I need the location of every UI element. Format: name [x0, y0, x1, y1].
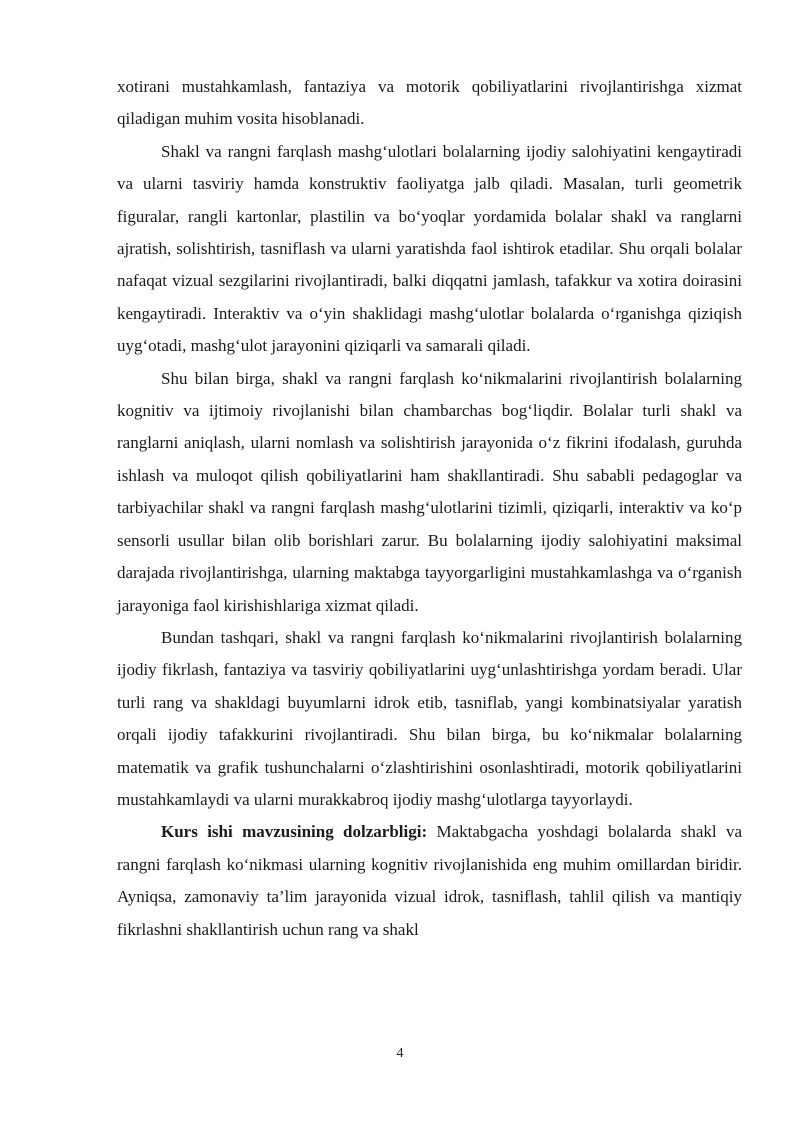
- paragraph-continuation: xotirani mustahkamlash, fantaziya va motorik qobiliyatlarini rivojlantirishga xizmat qiladigan muhim vosita hisoblanadi.: [117, 77, 742, 129]
- topic-relevance-text: Maktabgacha yoshdagi bolalarda shakl va rangni farqlash ko‘nikmasi ularning kognitiv rivojlanishida eng muhim omillardan biridir. Ayniqsa, zamonaviy ta’lim jarayonida vizual idrok, tasniflash, tahlil qilish va mantiqiy fikrlashni shakllantirish uchun rang va shakl: [117, 822, 743, 939]
- paragraph-shape-color-activities: Shakl va rangni farqlash mashg‘ulotlari bolalarning ijodiy salohiyatini kengaytiradi va ularni tasviriy hamda konstruktiv faoliyatga jalb qiladi. Masalan, turli geometrik figuralar, rangli kartonlar, plastilin va bo‘yoqlar yordamida bolalar shakl va ranglarni ajratish, solishtirish, tasniflash va ularni yaratishda faol ishtirok etadilar. Shu orqali bolalar nafaqat vizual sezgilarini rivojlantiradi, balki diqqatni jamlash, tafakkur va xotira doirasini kengaytiradi. Interaktiv va o‘yin shaklidagi mashg‘ulotlar bolalarda o‘rganishga qiziqish uyg‘otadi, mashg‘ulot jarayonini qiziqarli va samarali qiladi.: [117, 141, 742, 356]
- paragraph-topic-relevance: [117, 816, 742, 946]
- document-page: [117, 71, 742, 946]
- topic-relevance-heading: Kurs ishi mavzusining dolzarbligi:: [161, 822, 428, 842]
- paragraph-cognitive-social-development: Shu bilan birga, shakl va rangni farqlash ko‘nikmalarini rivojlantirish bolalarning kognitiv va ijtimoiy rivojlanishi bilan chambarchas bog‘liqdir. Bolalar turli shakl va ranglarni aniqlash, ularni nomlash va solishtirish jarayonida o‘z fikrini ifodalash, guruhda ishlash va muloqot qilish qobiliyatlarini ham shakllantiradi. Shu sababli pedagoglar va tarbiyachilar shakl va rangni farqlash mashg‘ulotlarini tizimli, qiziqarli, interaktiv va ko‘p sensorli usullar bilan olib borishlari zarur. Bu bolalarning ijodiy salohiyatini maksimal darajada rivojlantirishga, ularning maktabga tayyorgarligini mustahkamlashga va o‘rganish jarayoniga faol kirishishlariga xizmat qiladi.: [117, 368, 742, 615]
- paragraph-creative-thinking: Bundan tashqari, shakl va rangni farqlash ko‘nikmalarini rivojlantirish bolalarning ijodiy fikrlash, fantaziya va tasviriy qobiliyatlarini uyg‘unlashtirishga yordam beradi. Ular turli rang va shakldagi buyumlarni idrok etib, tasniflab, yangi kombinatsiyalar yaratish orqali ijodiy tafakkurini rivojlantiradi. Shu bilan birga, bu ko‘nikmalar bolalarning matematik va grafik tushunchalarni o‘zlashtirishini osonlashtiradi, motorik qobiliyatlarini mustahkamlaydi va ularni murakkabroq ijodiy mashg‘ulotlarga tayyorlaydi.: [117, 627, 742, 809]
- page-number: 4: [396, 1046, 404, 1061]
